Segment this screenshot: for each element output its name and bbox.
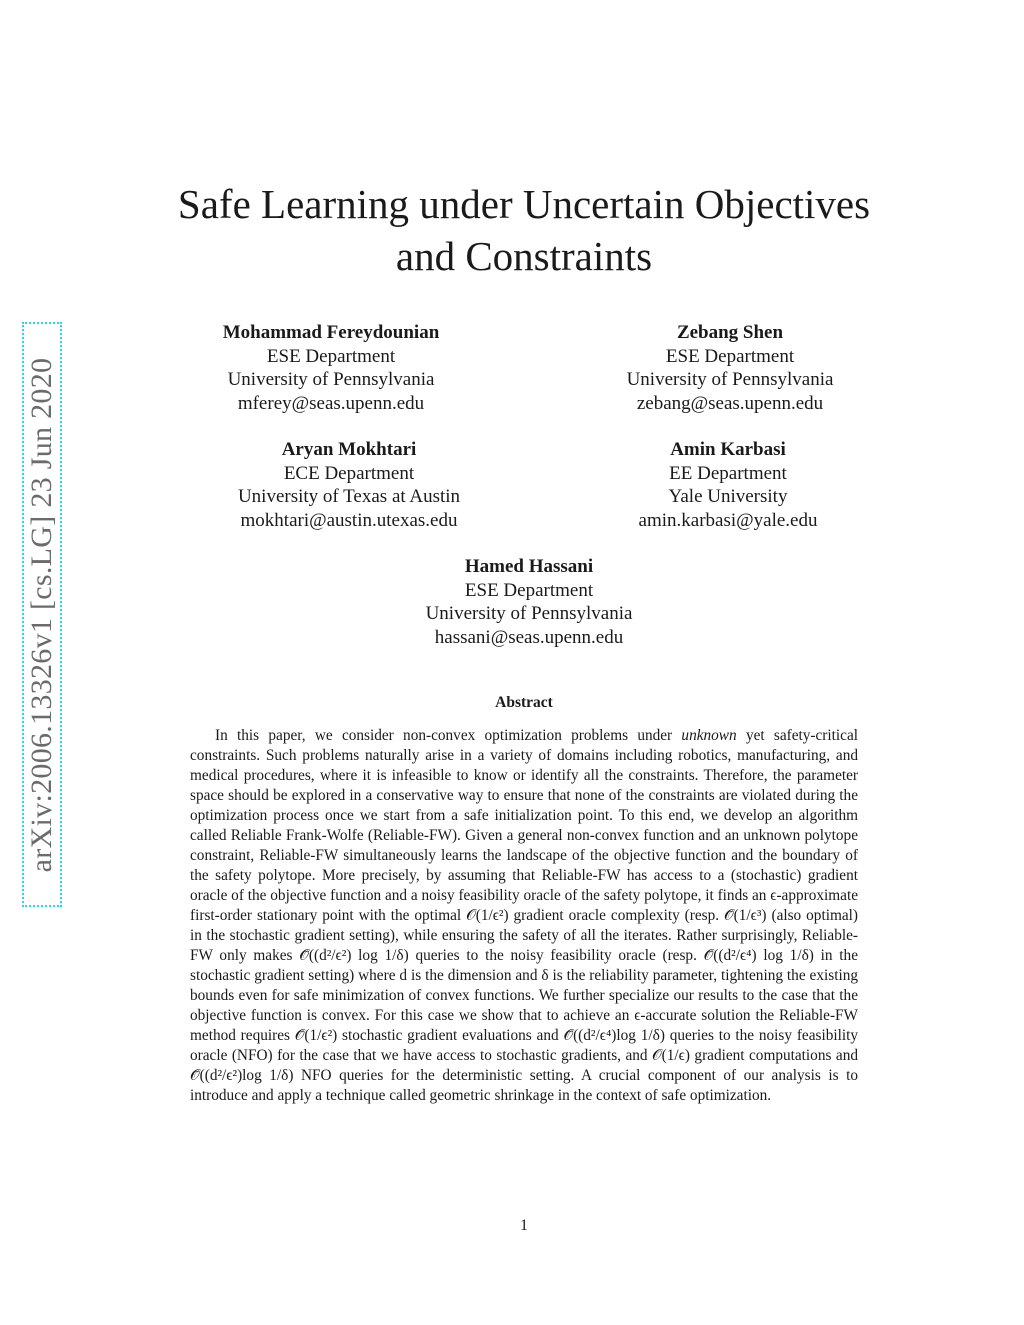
- abstract-heading: Abstract: [495, 694, 553, 711]
- author-affiliation: University of Pennsylvania: [227, 369, 435, 390]
- author-department: EE Department: [669, 462, 787, 484]
- author-name: Mohammad Fereydounian: [222, 322, 440, 343]
- author-affiliation: University of Pennsylvania: [425, 603, 633, 624]
- author-block-5: [369, 555, 689, 649]
- paper-title-line-2: and Constraints: [395, 233, 653, 279]
- abstract-paragraph: [190, 726, 858, 1106]
- author-affiliation: University of Texas at Austin: [237, 486, 461, 507]
- author-department: ESE Department: [665, 345, 795, 367]
- author-name: Aryan Mokhtari: [281, 439, 417, 460]
- author-email: zebang@seas.upenn.edu: [636, 392, 824, 414]
- author-block-3: [189, 438, 509, 532]
- author-block-2: [570, 321, 890, 415]
- arxiv-identifier-text: arXiv:2006.13326v1 [cs.LG] 23 Jun 2020: [25, 357, 58, 872]
- author-email: amin.karbasi@yale.edu: [638, 509, 818, 531]
- author-block-1: [171, 321, 491, 415]
- author-name: Zebang Shen: [676, 322, 784, 343]
- arxiv-identifier-stamp: [22, 322, 62, 907]
- author-department: ESE Department: [464, 579, 594, 601]
- abstract-emphasis: unknown: [681, 727, 737, 744]
- page-number: 1: [520, 1217, 528, 1234]
- paper-title: [0, 178, 1024, 282]
- author-department: ECE Department: [283, 462, 415, 484]
- author-department: ESE Department: [266, 345, 396, 367]
- author-block-4: [568, 438, 888, 532]
- author-name: Amin Karbasi: [670, 439, 786, 460]
- author-email: mokhtari@austin.utexas.edu: [240, 509, 458, 531]
- abstract-body: yet safety-critical constraints. Such problems naturally arise in a variety of domains including robotics, manufacturing, and medical procedures, where it is infeasible to know or identify all the constraints. Therefore, the parameter space should be explored in a conservative way to ensure that none of the constraints are violated during the optimization process once we start from a safe initialization point. To this end, we develop an algorithm called Reliable Frank-Wolfe (Reliable-FW). Given a general non-convex function and an unknown polytope constraint, Reliable-FW simultaneously learns the landscape of the objective function and the boundary of the safety polytope. More precisely, by assuming that Reliable-FW has access to a (stochastic) gradient oracle of the objective function and a noisy feasibility oracle of the safety polytope, it finds an ϵ-approximate first-order stationary point with the optimal 𝒪(1/ϵ²) gradient oracle complexity (resp. 𝒪̃(1/ϵ³) (also optimal) in the stochastic gradient setting), while ensuring the safety of all the iterates. Rather surprisingly, Reliable-FW only makes 𝒪̃((d²/ϵ²) log 1/δ) queries to the noisy feasibility oracle (resp. 𝒪̃((d²/ϵ⁴) log 1/δ) in the stochastic gradient setting) where d is the dimension and δ is the reliability parameter, tightening the existing bounds even for safe minimization of convex functions. We further specialize our results to the case that the objective function is convex. For this case we show that to achieve an ϵ-accurate solution the Reliable-FW method requires 𝒪̃(1/ϵ²) stochastic gradient evaluations and 𝒪̃((d²/ϵ⁴)log 1/δ) queries to the noisy feasibility oracle (NFO) for the case that we have access to stochastic gradients, and 𝒪(1/ϵ) gradient computations and 𝒪̃((d²/ϵ²)log 1/δ) NFO queries for the deterministic setting. A crucial component of our analysis is to introduce and apply a technique called geometric shrinkage in the context of safe optimization.: [190, 727, 858, 1104]
- author-email: hassani@seas.upenn.edu: [434, 626, 624, 648]
- author-name: Hamed Hassani: [464, 556, 594, 577]
- author-affiliation: Yale University: [668, 486, 788, 507]
- author-affiliation: University of Pennsylvania: [626, 369, 834, 390]
- abstract-intro: In this paper, we consider non-convex optimization problems under: [215, 727, 682, 744]
- author-email: mferey@seas.upenn.edu: [237, 392, 425, 414]
- paper-title-line-1: Safe Learning under Uncertain Objectives: [177, 181, 871, 227]
